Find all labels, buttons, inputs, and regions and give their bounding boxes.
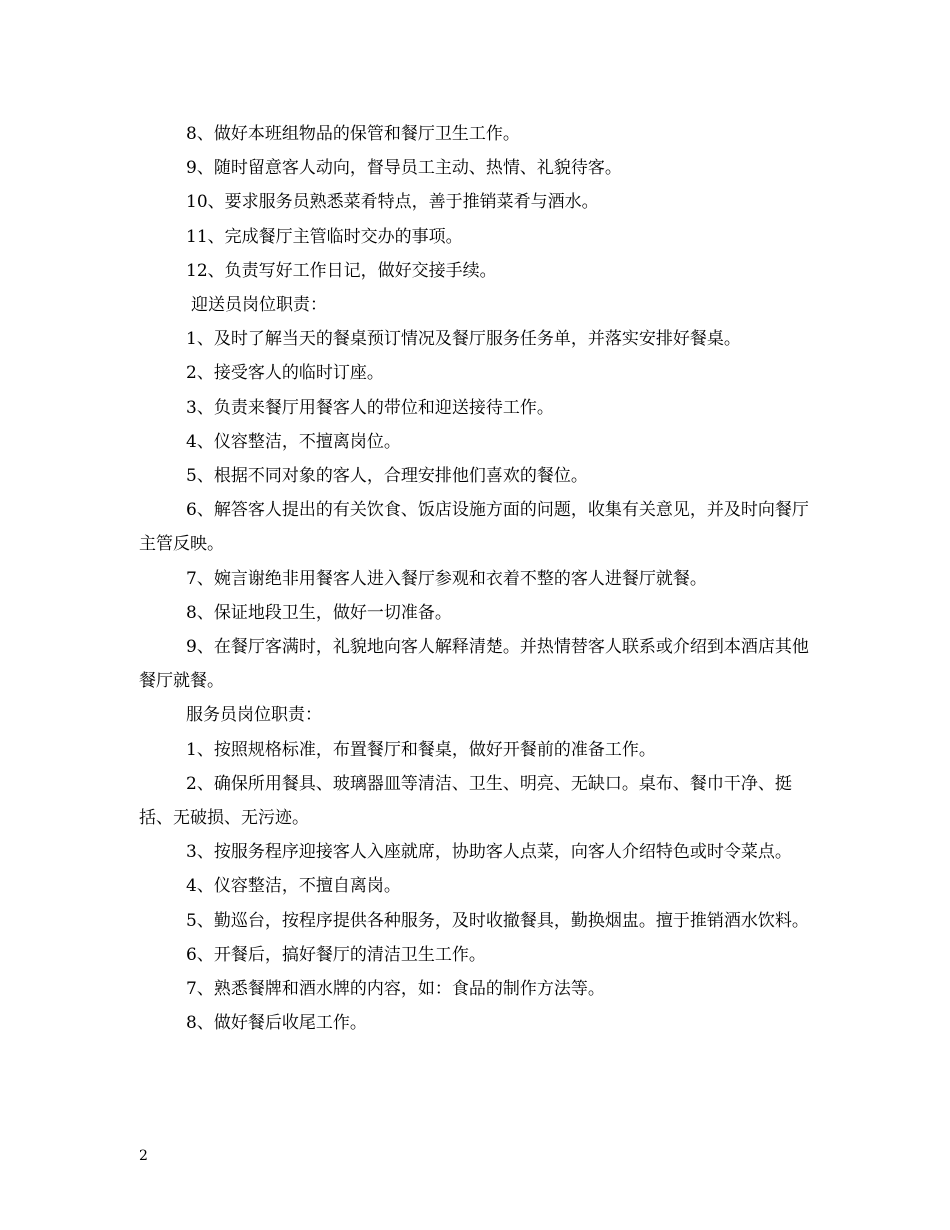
paragraph: 3、负责来餐厅用餐客人的带位和迎送接待工作。 xyxy=(186,397,554,418)
paragraph: 7、熟悉餐牌和酒水牌的内容，如：食品的制作方法等。 xyxy=(186,979,605,1000)
paragraph: 2、确保所用餐具、玻璃器皿等清洁、卫生、明亮、无缺口。桌布、餐巾干净、挺括、无破损、无污迹。 xyxy=(139,773,792,829)
paragraph: 8、保证地段卫生，做好一切准备。 xyxy=(186,602,452,623)
paragraph: 6、解答客人提出的有关饮食、饭店设施方面的问题，收集有关意见，并及时向餐厅主管反映。 xyxy=(139,500,809,555)
paragraph: 9、在餐厅客满时，礼貌地向客人解释清楚。并热情替客人联系或介绍到本酒店其他餐厅就餐。 xyxy=(139,637,809,692)
paragraph: 11、完成餐厅主管临时交办的事项。 xyxy=(186,226,463,247)
paragraph: 8、做好餐后收尾工作。 xyxy=(186,1013,367,1034)
page-number: 2 xyxy=(139,1148,148,1164)
paragraph: 6、开餐后，搞好餐厅的清洁卫生工作。 xyxy=(186,944,486,965)
paragraph: 1、及时了解当天的餐桌预订情况及餐厅服务任务单，并落实安排好餐桌。 xyxy=(186,329,741,350)
section-heading-greeter: 迎送员岗位职责： xyxy=(191,295,327,316)
paragraph: 9、随时留意客人动向，督导员工主动、热情、礼貌待客。 xyxy=(186,158,622,179)
paragraph: 3、按服务程序迎接客人入座就席，协助客人点菜，向客人介绍特色或时令菜点。 xyxy=(186,842,792,863)
document-body xyxy=(139,117,819,1040)
paragraph: 10、要求服务员熟悉菜肴特点，善于推销菜肴与酒水。 xyxy=(186,192,599,213)
paragraph: 12、负责写好工作日记，做好交接手续。 xyxy=(186,260,497,281)
paragraph: 2、接受客人的临时订座。 xyxy=(186,363,384,384)
paragraph: 1、按照规格标准，布置餐厅和餐桌，做好开餐前的准备工作。 xyxy=(186,739,656,760)
paragraph: 7、婉言谢绝非用餐客人进入餐厅参观和衣着不整的客人进餐厅就餐。 xyxy=(186,568,707,589)
paragraph: 4、仪容整洁，不擅离岗位。 xyxy=(186,431,401,452)
paragraph: 5、勤巡台，按程序提供各种服务，及时收撤餐具，勤换烟盅。擅于推销酒水饮料。 xyxy=(186,910,809,931)
section-heading-waiter: 服务员岗位职责： xyxy=(186,705,322,726)
paragraph: 8、做好本班组物品的保管和餐厅卫生工作。 xyxy=(186,124,520,144)
paragraph: 4、仪容整洁，不擅自离岗。 xyxy=(186,876,401,897)
paragraph: 5、根据不同对象的客人，合理安排他们喜欢的餐位。 xyxy=(186,466,588,487)
